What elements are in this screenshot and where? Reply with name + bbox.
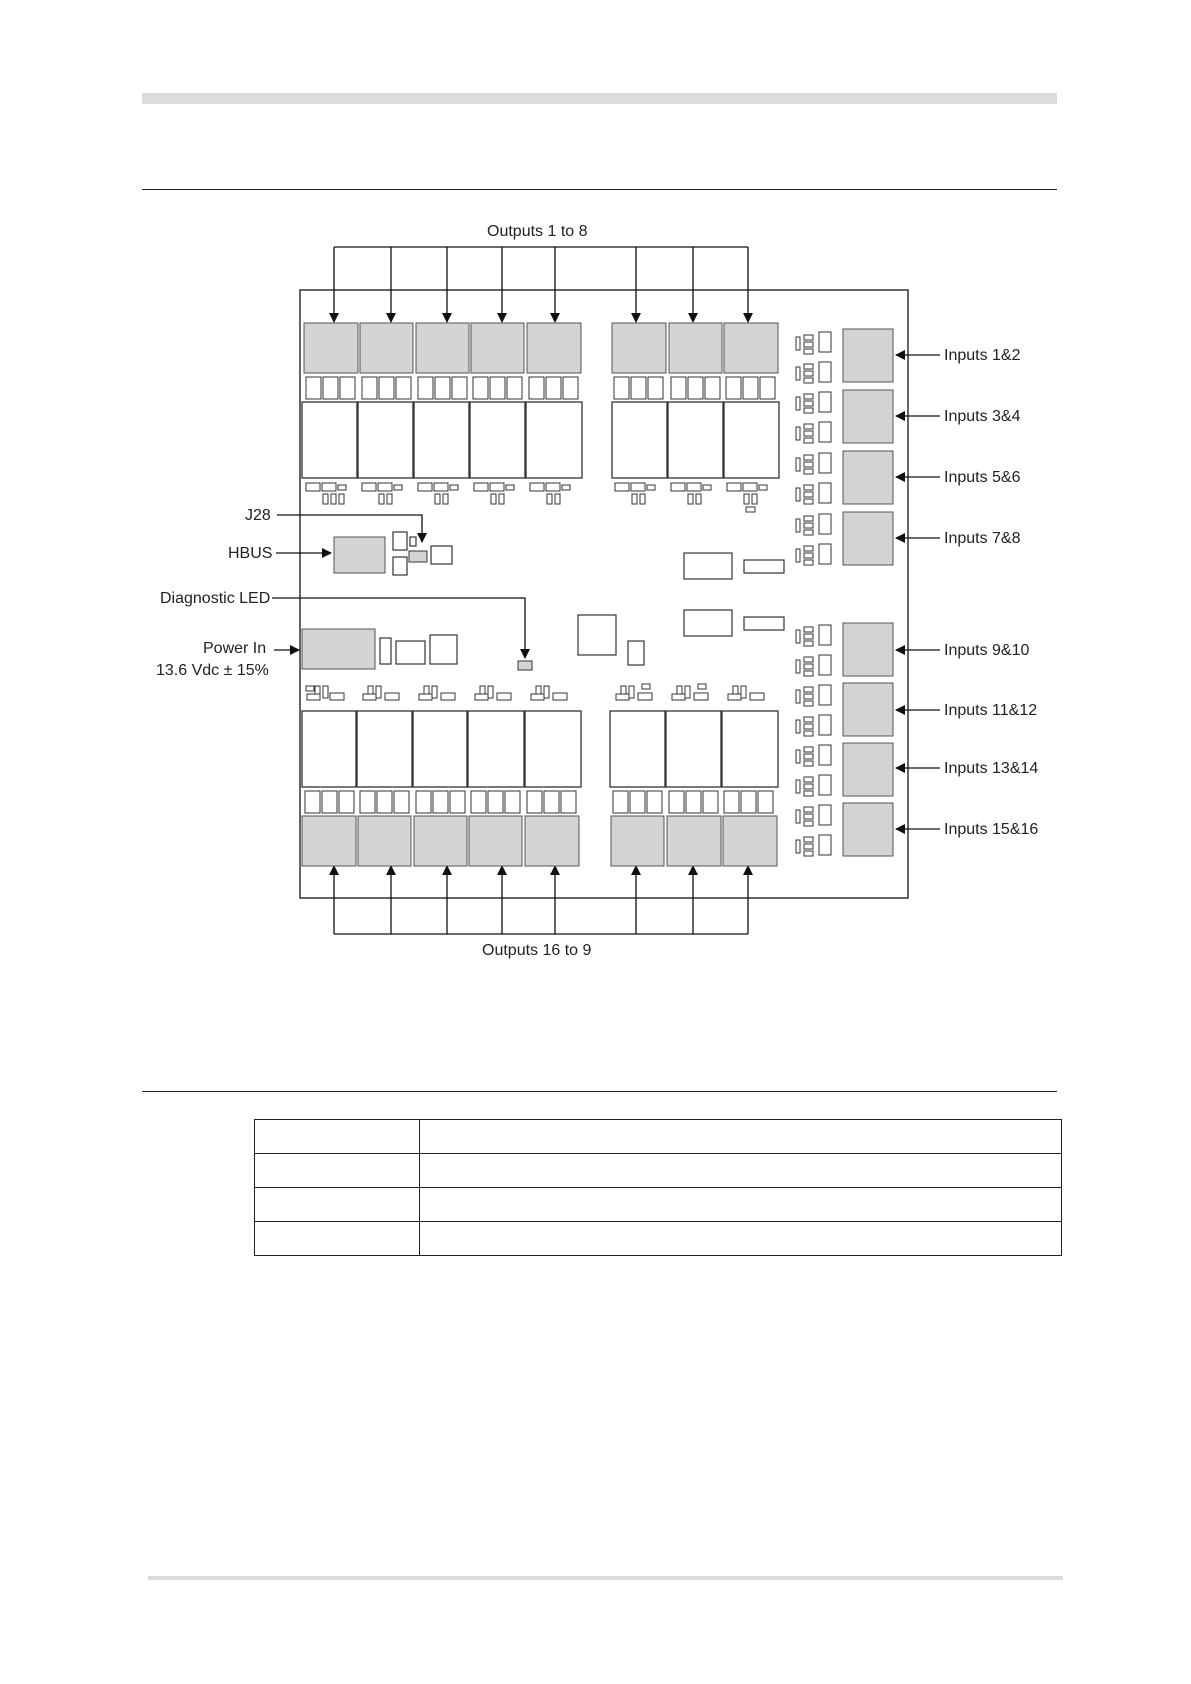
j28-label: J28 xyxy=(245,507,271,524)
j28-header xyxy=(409,551,427,562)
table-cell xyxy=(420,1188,1062,1222)
bottom-output-connectors xyxy=(302,816,777,866)
table-cell xyxy=(255,1154,420,1188)
table-row xyxy=(255,1154,1062,1188)
table-cell xyxy=(255,1120,420,1154)
hbus-label: HBUS xyxy=(228,545,273,562)
power-spec-label: 13.6 Vdc ± 15% xyxy=(156,662,269,679)
hbus-connector xyxy=(334,537,385,573)
section-rule-bottom xyxy=(142,1091,1057,1092)
inputs-3-4-label: Inputs 3&4 xyxy=(944,408,1021,425)
outputs-bottom-label: Outputs 16 to 9 xyxy=(482,942,592,959)
spec-table xyxy=(254,1119,1062,1256)
footer-bar xyxy=(148,1576,1063,1580)
power-connector xyxy=(302,629,375,669)
table-row xyxy=(255,1188,1062,1222)
table-cell xyxy=(255,1188,420,1222)
table-cell xyxy=(255,1222,420,1256)
inputs-7-8-label: Inputs 7&8 xyxy=(944,530,1021,547)
inputs-5-6-label: Inputs 5&6 xyxy=(944,469,1021,486)
table-cell xyxy=(420,1222,1062,1256)
top-relays xyxy=(302,402,779,478)
bottom-small-parts xyxy=(305,791,773,813)
diagnostic-led-label: Diagnostic LED xyxy=(160,590,271,607)
inputs-15-16-label: Inputs 15&16 xyxy=(944,821,1039,838)
inputs-1-2-label: Inputs 1&2 xyxy=(944,347,1021,364)
bottom-relays xyxy=(302,711,778,787)
table-row xyxy=(255,1120,1062,1154)
top-small-parts xyxy=(306,377,775,399)
inputs-9-10-label: Inputs 9&10 xyxy=(944,642,1030,659)
power-in-label: Power In xyxy=(203,640,267,657)
inputs-13-14-label: Inputs 13&14 xyxy=(944,760,1039,777)
table-cell xyxy=(420,1154,1062,1188)
table-row xyxy=(255,1222,1062,1256)
outputs-top-label: Outputs 1 to 8 xyxy=(487,223,588,240)
table-cell xyxy=(420,1120,1062,1154)
top-output-connectors xyxy=(304,323,778,373)
diagnostic-led xyxy=(518,661,532,670)
inputs-11-12-label: Inputs 11&12 xyxy=(944,702,1038,719)
